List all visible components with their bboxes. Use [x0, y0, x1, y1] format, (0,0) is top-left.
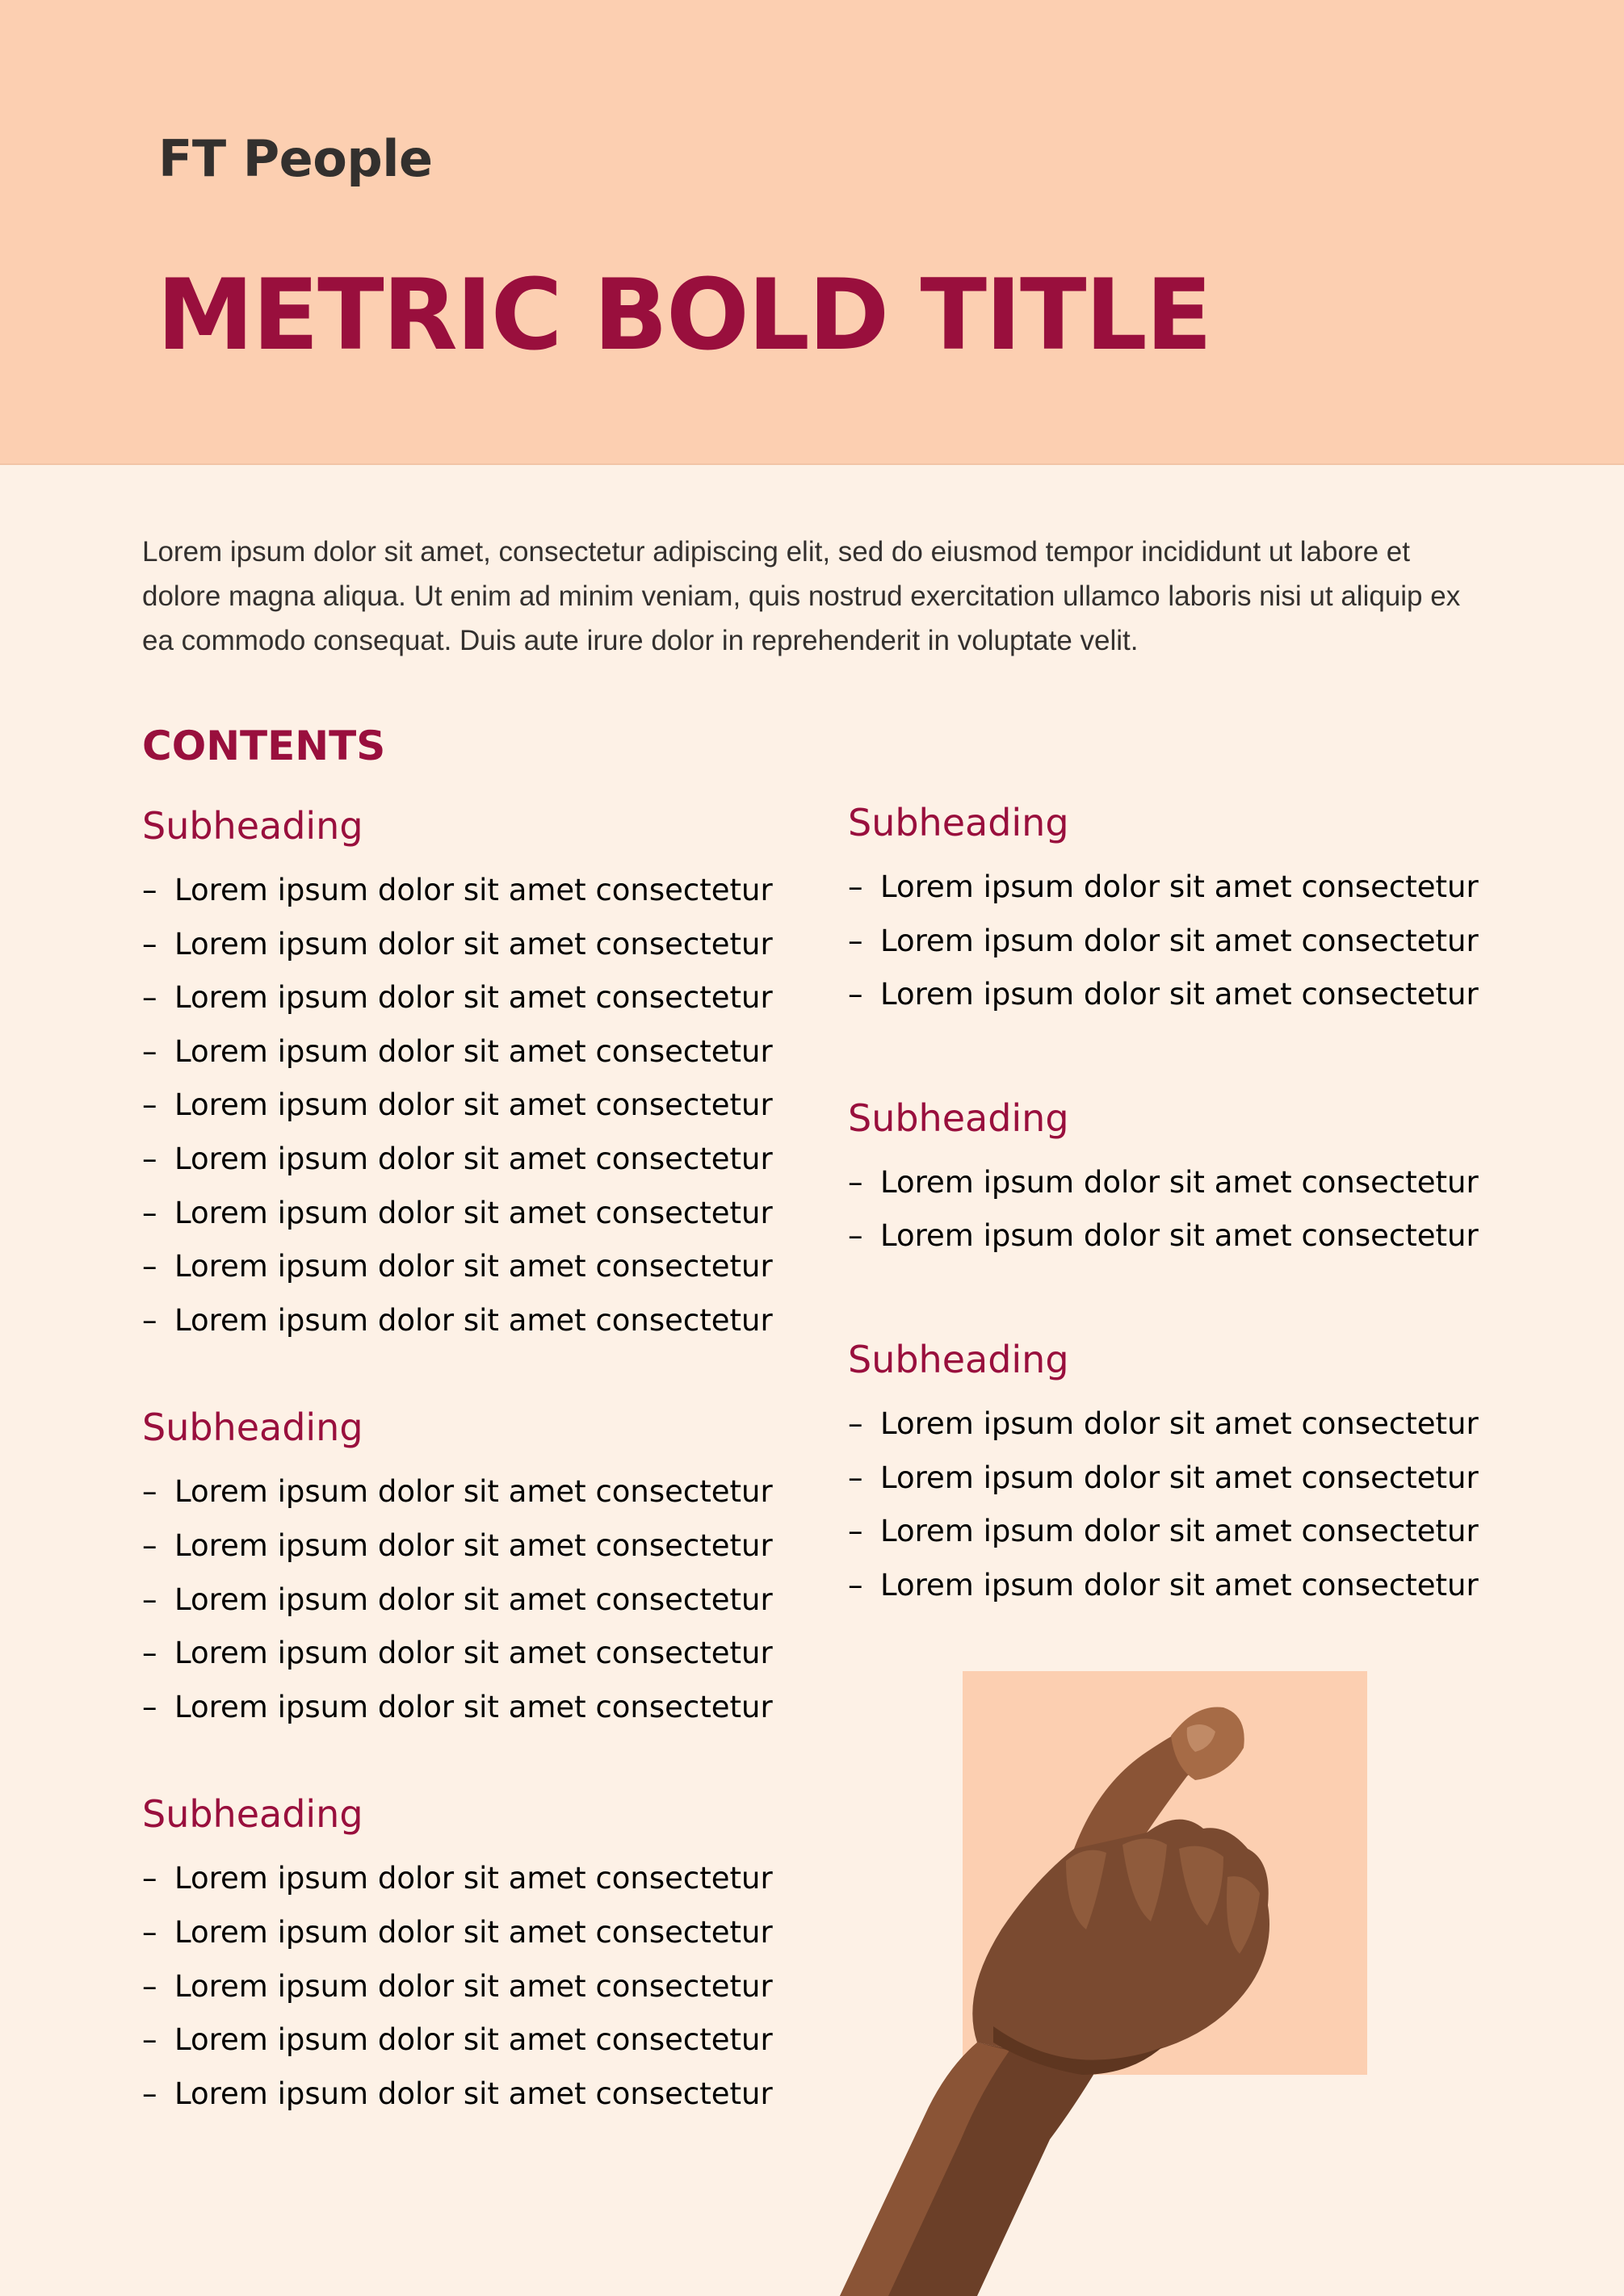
dash-icon: –	[142, 1087, 157, 1123]
dash-icon: –	[848, 1514, 863, 1549]
section-subheading: Subheading	[142, 1792, 363, 1837]
contents-section	[142, 1791, 788, 2121]
contents-right-column	[848, 799, 1494, 1612]
intro-paragraph: Lorem ipsum dolor sit amet, consectetur adipiscing elit, sed do eiusmod tempor incididunt ut labore et dolore magna aliqua. Ut enim ad minim veniam, quis nostrud exercitation ullamco laboris nisi ut aliquip ex ea commodo consequat. Duis aute irure dolor in reprehenderit in voluptate velit.	[142, 536, 1461, 656]
contents-section	[848, 1095, 1494, 1263]
dash-icon: –	[848, 869, 863, 904]
list-item-text: Lorem ipsum dolor sit amet consectetur	[174, 873, 773, 907]
list-item	[848, 968, 1494, 1022]
header-band	[0, 0, 1624, 465]
dash-icon: –	[142, 1689, 157, 1724]
list-item-text: Lorem ipsum dolor sit amet consectetur	[174, 926, 773, 962]
list-item-text: Lorem ipsum dolor sit amet consectetur	[880, 1514, 1479, 1549]
list-item	[142, 1519, 788, 1573]
list-item-text: Lorem ipsum dolor sit amet consectetur	[174, 1249, 773, 1284]
section-item-list	[142, 1852, 788, 2121]
list-item	[142, 1852, 788, 1906]
list-item-text: Lorem ipsum dolor sit amet consectetur	[174, 1195, 773, 1230]
list-item	[848, 1156, 1494, 1210]
dash-icon: –	[142, 1302, 157, 1338]
list-item-text: Lorem ipsum dolor sit amet consectetur	[880, 1567, 1479, 1603]
list-item-text: Lorem ipsum dolor sit amet consectetur	[174, 2022, 773, 2058]
section-subheading: Subheading	[848, 1096, 1069, 1140]
contents-section	[142, 802, 788, 1347]
list-item	[142, 1627, 788, 1681]
contents-section	[142, 1404, 788, 1734]
list-item-text: Lorem ipsum dolor sit amet consectetur	[174, 1914, 773, 1950]
list-item	[142, 1573, 788, 1628]
list-item	[848, 915, 1494, 969]
contents-section	[848, 1336, 1494, 1612]
list-item-text: Lorem ipsum dolor sit amet consectetur	[174, 1141, 773, 1176]
list-item-text: Lorem ipsum dolor sit amet consectetur	[174, 1689, 773, 1724]
dash-icon: –	[142, 1033, 157, 1069]
dash-icon: –	[142, 1527, 157, 1563]
dash-icon: –	[142, 2022, 157, 2058]
dash-icon: –	[848, 1164, 863, 1200]
list-item-text: Lorem ipsum dolor sit amet consectetur	[174, 1968, 773, 2004]
dash-icon: –	[142, 1474, 157, 1510]
list-item-text: Lorem ipsum dolor sit amet consectetur	[174, 1861, 773, 1896]
list-item	[142, 1960, 788, 2014]
list-item-text: Lorem ipsum dolor sit amet consectetur	[174, 1087, 773, 1123]
list-item	[142, 918, 788, 972]
list-item	[848, 861, 1494, 915]
dash-icon: –	[142, 926, 157, 962]
list-item-text: Lorem ipsum dolor sit amet consectetur	[880, 1460, 1479, 1495]
list-item-text: Lorem ipsum dolor sit amet consectetur	[174, 1302, 773, 1338]
list-item-text: Lorem ipsum dolor sit amet consectetur	[174, 2076, 773, 2111]
list-item	[142, 864, 788, 918]
list-item	[142, 2013, 788, 2068]
dash-icon: –	[848, 923, 863, 958]
dash-icon: –	[142, 1141, 157, 1176]
list-item	[142, 1240, 788, 1294]
section-subheading: Subheading	[142, 1406, 363, 1450]
list-item	[142, 1187, 788, 1241]
dash-icon: –	[848, 977, 863, 1012]
list-item-text: Lorem ipsum dolor sit amet consectetur	[174, 1582, 773, 1617]
list-item	[848, 1209, 1494, 1263]
list-item-text: Lorem ipsum dolor sit amet consectetur	[174, 1636, 773, 1671]
section-item-list	[142, 864, 788, 1347]
contents-left-column	[142, 802, 788, 2121]
list-item	[848, 1505, 1494, 1559]
list-item-text: Lorem ipsum dolor sit amet consectetur	[880, 977, 1479, 1012]
section-item-list	[848, 861, 1494, 1022]
dash-icon: –	[142, 1249, 157, 1284]
dash-icon: –	[848, 1406, 863, 1441]
list-item	[142, 1025, 788, 1079]
section-item-list	[142, 1465, 788, 1734]
dash-icon: –	[142, 1914, 157, 1950]
hand-finger-heart-icon	[808, 1687, 1373, 2296]
list-item-text: Lorem ipsum dolor sit amet consectetur	[880, 1164, 1479, 1200]
list-item	[848, 1559, 1494, 1613]
list-item	[848, 1397, 1494, 1452]
list-item-text: Lorem ipsum dolor sit amet consectetur	[174, 1474, 773, 1510]
page-title: METRIC BOLD TITLE	[157, 258, 1211, 372]
list-item	[142, 1906, 788, 1960]
list-item	[142, 2068, 788, 2122]
dash-icon: –	[142, 873, 157, 907]
dash-icon: –	[848, 1218, 863, 1254]
dash-icon: –	[848, 1460, 863, 1495]
contents-title: CONTENTS	[142, 723, 386, 769]
section-item-list	[848, 1156, 1494, 1263]
list-item	[142, 971, 788, 1025]
dash-icon: –	[142, 1582, 157, 1617]
list-item-text: Lorem ipsum dolor sit amet consectetur	[880, 1406, 1479, 1441]
section-subheading: Subheading	[848, 1337, 1069, 1381]
list-item-text: Lorem ipsum dolor sit amet consectetur	[880, 1218, 1479, 1254]
list-item-text: Lorem ipsum dolor sit amet consectetur	[174, 980, 773, 1016]
list-item	[142, 1681, 788, 1735]
list-item	[142, 1294, 788, 1348]
list-item	[142, 1465, 788, 1519]
dash-icon: –	[142, 2076, 157, 2111]
dash-icon: –	[142, 1968, 157, 2004]
list-item-text: Lorem ipsum dolor sit amet consectetur	[880, 869, 1479, 904]
dash-icon: –	[142, 1195, 157, 1230]
list-item-text: Lorem ipsum dolor sit amet consectetur	[174, 1033, 773, 1069]
brand-name: FT People	[158, 129, 433, 188]
contents-section	[848, 799, 1494, 1022]
section-subheading: Subheading	[142, 804, 363, 848]
list-item-text: Lorem ipsum dolor sit amet consectetur	[174, 1527, 773, 1563]
dash-icon: –	[848, 1567, 863, 1603]
list-item	[142, 1079, 788, 1133]
dash-icon: –	[142, 980, 157, 1016]
section-item-list	[848, 1397, 1494, 1612]
dash-icon: –	[142, 1636, 157, 1671]
dash-icon: –	[142, 1861, 157, 1896]
list-item	[848, 1452, 1494, 1506]
section-subheading: Subheading	[848, 801, 1069, 844]
list-item-text: Lorem ipsum dolor sit amet consectetur	[880, 923, 1479, 958]
list-item	[142, 1133, 788, 1187]
